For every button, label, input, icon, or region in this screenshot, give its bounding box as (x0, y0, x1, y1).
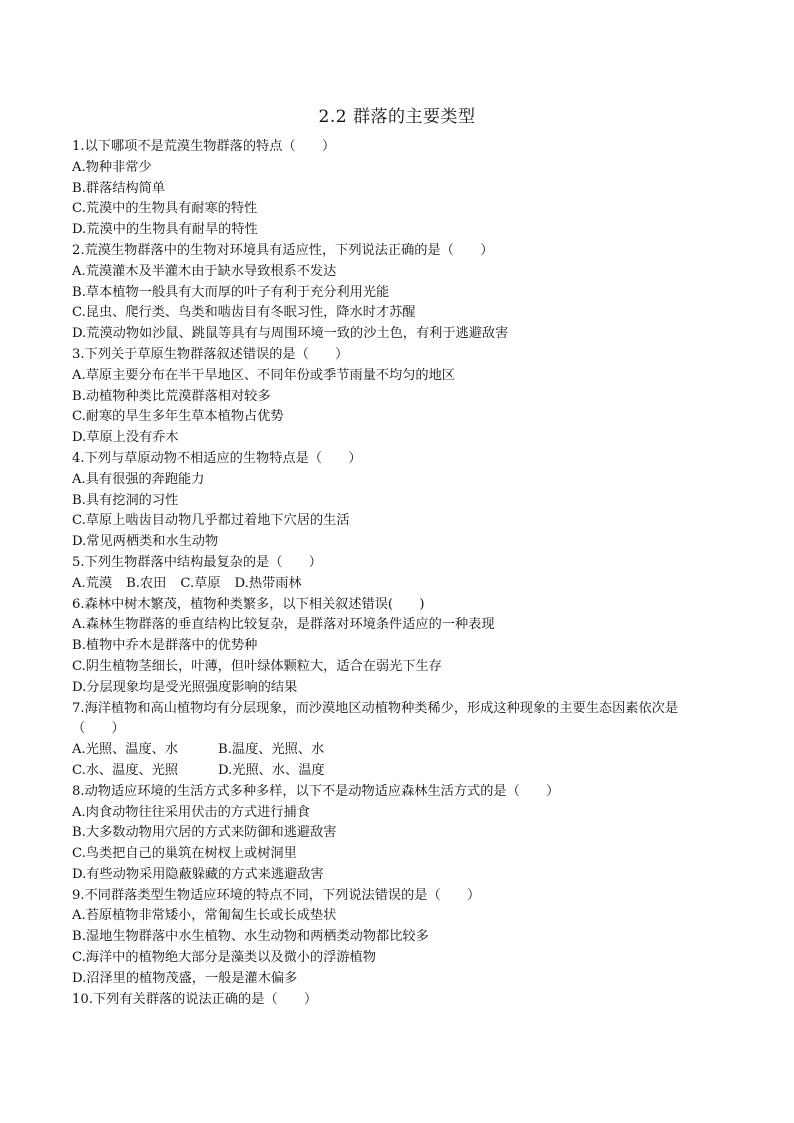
option-d: D.常见两栖类和水生动物 (72, 534, 219, 550)
option-d: D.荒漠中的生物具有耐旱的特性 (72, 222, 258, 238)
options-row (72, 761, 732, 782)
question-stem-continued: （ ） (72, 721, 125, 737)
option-c: C.荒漠中的生物具有耐寒的特性 (72, 201, 258, 217)
question-7 (72, 699, 732, 782)
question-4 (72, 449, 732, 553)
option-a: A.苔原植物非常矮小，常匍匐生长或长成垫状 (72, 908, 337, 924)
option-a: A.物种非常少 (72, 159, 152, 175)
question-stem: 1.以下哪项不是荒漠生物群落的特点（ ） (72, 139, 336, 154)
question-stem: 9.不同群落类型生物适应环境的特点不同，下列说法错误的是（ ） (72, 887, 481, 903)
option-d: D.有些动物采用隐蔽躲藏的方式来逃避敌害 (72, 866, 324, 882)
option-a: A.具有很强的奔跑能力 (72, 471, 205, 487)
option-a: A.森林生物群落的垂直结构比较复杂，是群落对环境条件适应的一种表现 (72, 617, 495, 633)
options-row (72, 740, 732, 761)
question-9 (72, 886, 732, 990)
question-list (72, 137, 732, 1010)
option-d: D.荒漠动物如沙鼠、跳鼠等具有与周围环境一致的沙土色，有利于逃避敌害 (72, 326, 509, 342)
option-c: C.水、温度、光照 (72, 762, 179, 778)
option-d: D.草原上没有乔木 (72, 430, 179, 446)
option-b: B.植物中乔木是群落中的优势种 (72, 638, 258, 654)
option-b: B.具有挖洞的习性 (72, 492, 179, 508)
question-stem: 7.海洋植物和高山植物均有分层现象，而沙漠地区动植物种类稀少，形成这种现象的主要生态因素依次是 (72, 700, 679, 716)
option-d: D.沼泽里的植物茂盛，一般是灌木偏多 (72, 970, 298, 986)
question-2 (72, 241, 732, 345)
question-stem: 10.下列有关群落的说法正确的是（ ） (72, 991, 318, 1007)
option-b: B.动植物种类比荒漠群落相对较多 (72, 388, 271, 404)
question-stem: 6.森林中树木繁茂，植物种类繁多，以下相关叙述错误( ) (72, 596, 425, 612)
option-b: B.温度、光照、水 (218, 742, 325, 758)
option-b: B.农田 (126, 575, 167, 591)
question-stem: 2.荒漠生物群落中的生物对环境具有适应性，下列说法正确的是（ ） (72, 242, 494, 258)
option-b: B.大多数动物用穴居的方式来防御和逃避敌害 (72, 825, 337, 841)
option-c: C.草原上啮齿目动物几乎都过着地下穴居的生活 (72, 513, 350, 529)
option-a: A.荒漠灌木及半灌木由于缺水导致根系不发达 (72, 263, 337, 279)
option-c: C.阴生植物茎细长，叶薄，但叶绿体颗粒大，适合在弱光下生存 (72, 658, 442, 674)
question-3 (72, 345, 732, 449)
question-stem: 5.下列生物群落中结构最复杂的是（ ） (72, 554, 322, 570)
question-1 (72, 137, 732, 241)
option-a: A.草原主要分布在半干旱地区、不同年份或季节雨量不均匀的地区 (72, 367, 455, 383)
question-10 (72, 990, 732, 1011)
option-b: B.草本植物一般具有大而厚的叶子有利于充分利用光能 (72, 284, 390, 300)
option-b: B.群落结构简单 (72, 180, 166, 196)
option-d: D.热带雨林 (234, 575, 302, 591)
page-title: 2.2 群落的主要类型 (318, 107, 476, 127)
option-c: C.草原 (180, 575, 221, 591)
option-a: A.光照、温度、水 (72, 742, 179, 758)
option-c: C.耐寒的旱生多年生草本植物占优势 (72, 409, 284, 425)
option-d: D.分层现象均是受光照强度影响的结果 (72, 679, 298, 695)
option-a: A.荒漠 (72, 575, 113, 591)
question-stem: 3.下列关于草原生物群落叙述错误的是（ ） (72, 346, 349, 362)
question-stem: 8.动物适应环境的生活方式多种多样，以下不是动物适应森林生活方式的是（ ） (72, 783, 560, 799)
option-a: A.肉食动物往往采用伏击的方式进行捕食 (72, 804, 310, 820)
option-c: C.鸟类把自己的巢筑在树杈上或树洞里 (72, 846, 297, 862)
options-row (72, 574, 732, 595)
question-5 (72, 553, 732, 595)
option-c: C.昆虫、爬行类、鸟类和啮齿目有冬眠习性，降水时才苏醒 (72, 305, 416, 321)
question-stem: 4.下列与草原动物不相适应的生物特点是（ ） (72, 450, 362, 466)
question-8 (72, 782, 732, 886)
option-c: C.海洋中的植物绝大部分是藻类以及微小的浮游植物 (72, 950, 376, 966)
option-b: B.湿地生物群落中水生植物、水生动物和两栖类动物都比较多 (72, 929, 429, 945)
option-d: D.光照、水、温度 (218, 762, 325, 778)
question-6 (72, 595, 732, 699)
